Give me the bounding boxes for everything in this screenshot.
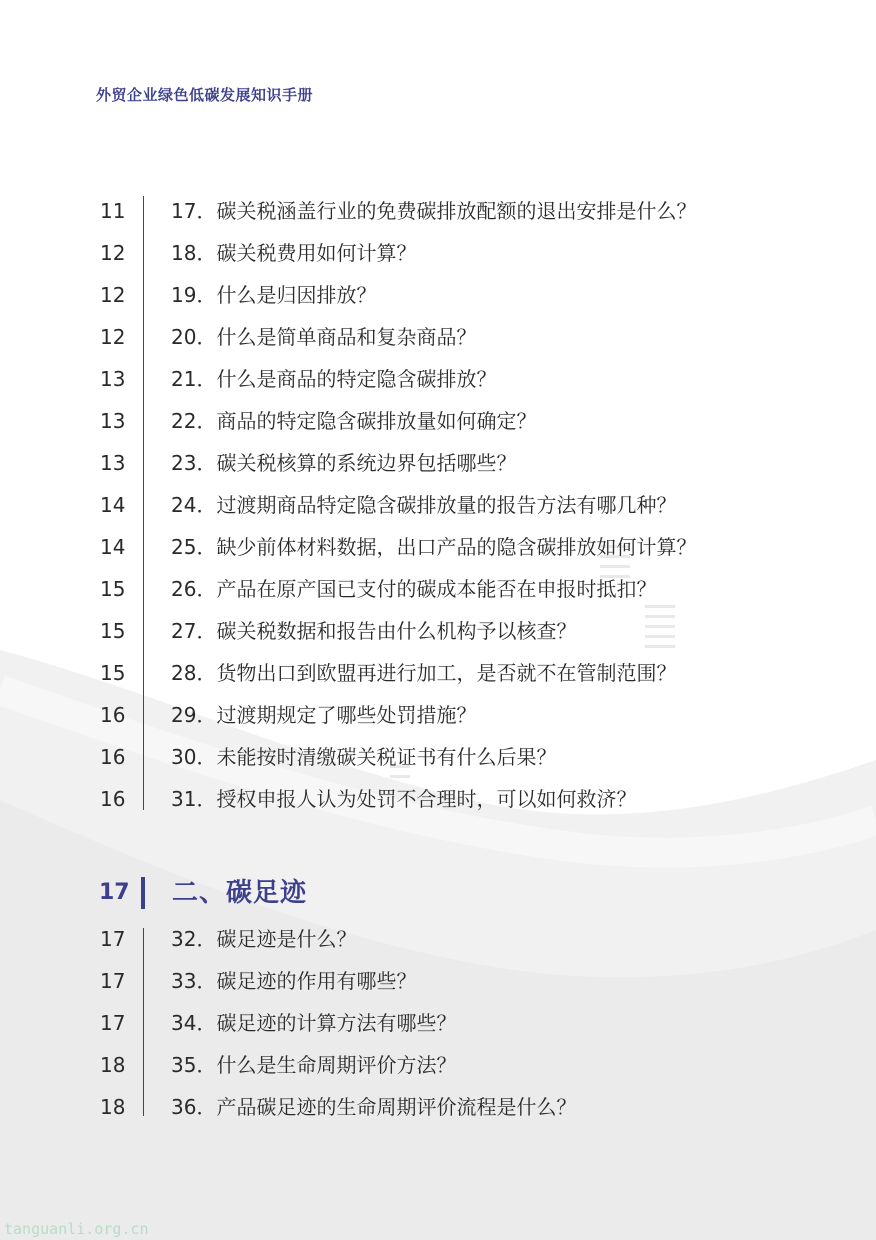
- toc-entry[interactable]: [0, 736, 876, 778]
- toc-page-number: 15: [100, 577, 126, 601]
- toc-page-number: 16: [100, 703, 126, 727]
- toc-entry[interactable]: [0, 1086, 876, 1128]
- toc-page-number: 12: [100, 283, 126, 307]
- toc-page-number: 17: [100, 969, 126, 993]
- toc-entry-title: 18．碳关税费用如何计算？: [171, 241, 417, 265]
- toc-entry[interactable]: [0, 400, 876, 442]
- toc-entry[interactable]: [0, 442, 876, 484]
- toc-entry-title: 17．碳关税涵盖行业的免费碳排放配额的退出安排是什么？: [171, 199, 697, 223]
- toc-entry-title: 33．碳足迹的作用有哪些？: [171, 969, 417, 993]
- header-title: 外贸企业绿色低碳发展知识手册: [96, 86, 314, 104]
- toc-page-number: 15: [100, 619, 126, 643]
- toc-entry[interactable]: [0, 694, 876, 736]
- toc-page-number: 12: [100, 241, 126, 265]
- toc-entry[interactable]: [0, 316, 876, 358]
- watermark: tanguanli.org.cn: [4, 1220, 149, 1238]
- toc-page-number: 17: [100, 1011, 126, 1035]
- toc-page-number: 13: [100, 367, 126, 391]
- toc-entry[interactable]: [0, 918, 876, 960]
- section-title: 二、碳足迹: [172, 878, 308, 908]
- toc-entry[interactable]: [0, 1044, 876, 1086]
- toc-page-number: 11: [100, 199, 126, 223]
- toc-page-number: 14: [100, 535, 126, 559]
- toc-page-number: 16: [100, 787, 126, 811]
- toc-page-number: 12: [100, 325, 126, 349]
- toc-entry[interactable]: [0, 778, 876, 820]
- toc-entry-title: 35．什么是生命周期评价方法？: [171, 1053, 457, 1077]
- toc-entry-title: 29．过渡期规定了哪些处罚措施？: [171, 703, 477, 727]
- toc-entry[interactable]: [0, 610, 876, 652]
- toc-entry-title: 32．碳足迹是什么？: [171, 927, 357, 951]
- toc-entry-title: 26．产品在原产国已支付的碳成本能否在申报时抵扣？: [171, 577, 657, 601]
- toc-entry[interactable]: [0, 960, 876, 1002]
- toc-entry[interactable]: [0, 1002, 876, 1044]
- toc-entry-title: 24．过渡期商品特定隐含碳排放量的报告方法有哪几种？: [171, 493, 677, 517]
- toc-entry[interactable]: [0, 190, 876, 232]
- toc-entry-title: 31．授权申报人认为处罚不合理时，可以如何救济？: [171, 787, 637, 811]
- toc-entry-title: 27．碳关税数据和报告由什么机构予以核查？: [171, 619, 577, 643]
- toc-page-number: 17: [100, 927, 126, 951]
- section-accent-bar: [141, 877, 145, 909]
- toc-page-number: 15: [100, 661, 126, 685]
- toc-entry-title: 22．商品的特定隐含碳排放量如何确定？: [171, 409, 537, 433]
- toc-page-number: 14: [100, 493, 126, 517]
- toc-entry[interactable]: [0, 232, 876, 274]
- toc-entry-title: 21．什么是商品的特定隐含碳排放？: [171, 367, 497, 391]
- toc-entry[interactable]: [0, 652, 876, 694]
- toc-entry-title: 36．产品碳足迹的生命周期评价流程是什么？: [171, 1095, 577, 1119]
- section-heading: [0, 870, 876, 916]
- toc-entry-title: 25．缺少前体材料数据，出口产品的隐含碳排放如何计算？: [171, 535, 697, 559]
- toc-page-number: 18: [100, 1053, 126, 1077]
- toc-entry-title: 30．未能按时清缴碳关税证书有什么后果？: [171, 745, 557, 769]
- toc-page-number: 16: [100, 745, 126, 769]
- toc-entry-title: 20．什么是简单商品和复杂商品？: [171, 325, 477, 349]
- toc-entry[interactable]: [0, 484, 876, 526]
- toc-entry[interactable]: [0, 274, 876, 316]
- toc-page-number: 13: [100, 451, 126, 475]
- toc-entry-title: 28．货物出口到欧盟再进行加工，是否就不在管制范围？: [171, 661, 677, 685]
- toc-entry-title: 19．什么是归因排放？: [171, 283, 377, 307]
- toc-page-number: 18: [100, 1095, 126, 1119]
- toc-entry[interactable]: [0, 568, 876, 610]
- toc-page-number: 13: [100, 409, 126, 433]
- toc-entry[interactable]: [0, 358, 876, 400]
- toc-entry-title: 23．碳关税核算的系统边界包括哪些？: [171, 451, 517, 475]
- toc-entry[interactable]: [0, 526, 876, 568]
- toc-entry-title: 34．碳足迹的计算方法有哪些？: [171, 1011, 457, 1035]
- section-page-number: 17: [99, 880, 130, 905]
